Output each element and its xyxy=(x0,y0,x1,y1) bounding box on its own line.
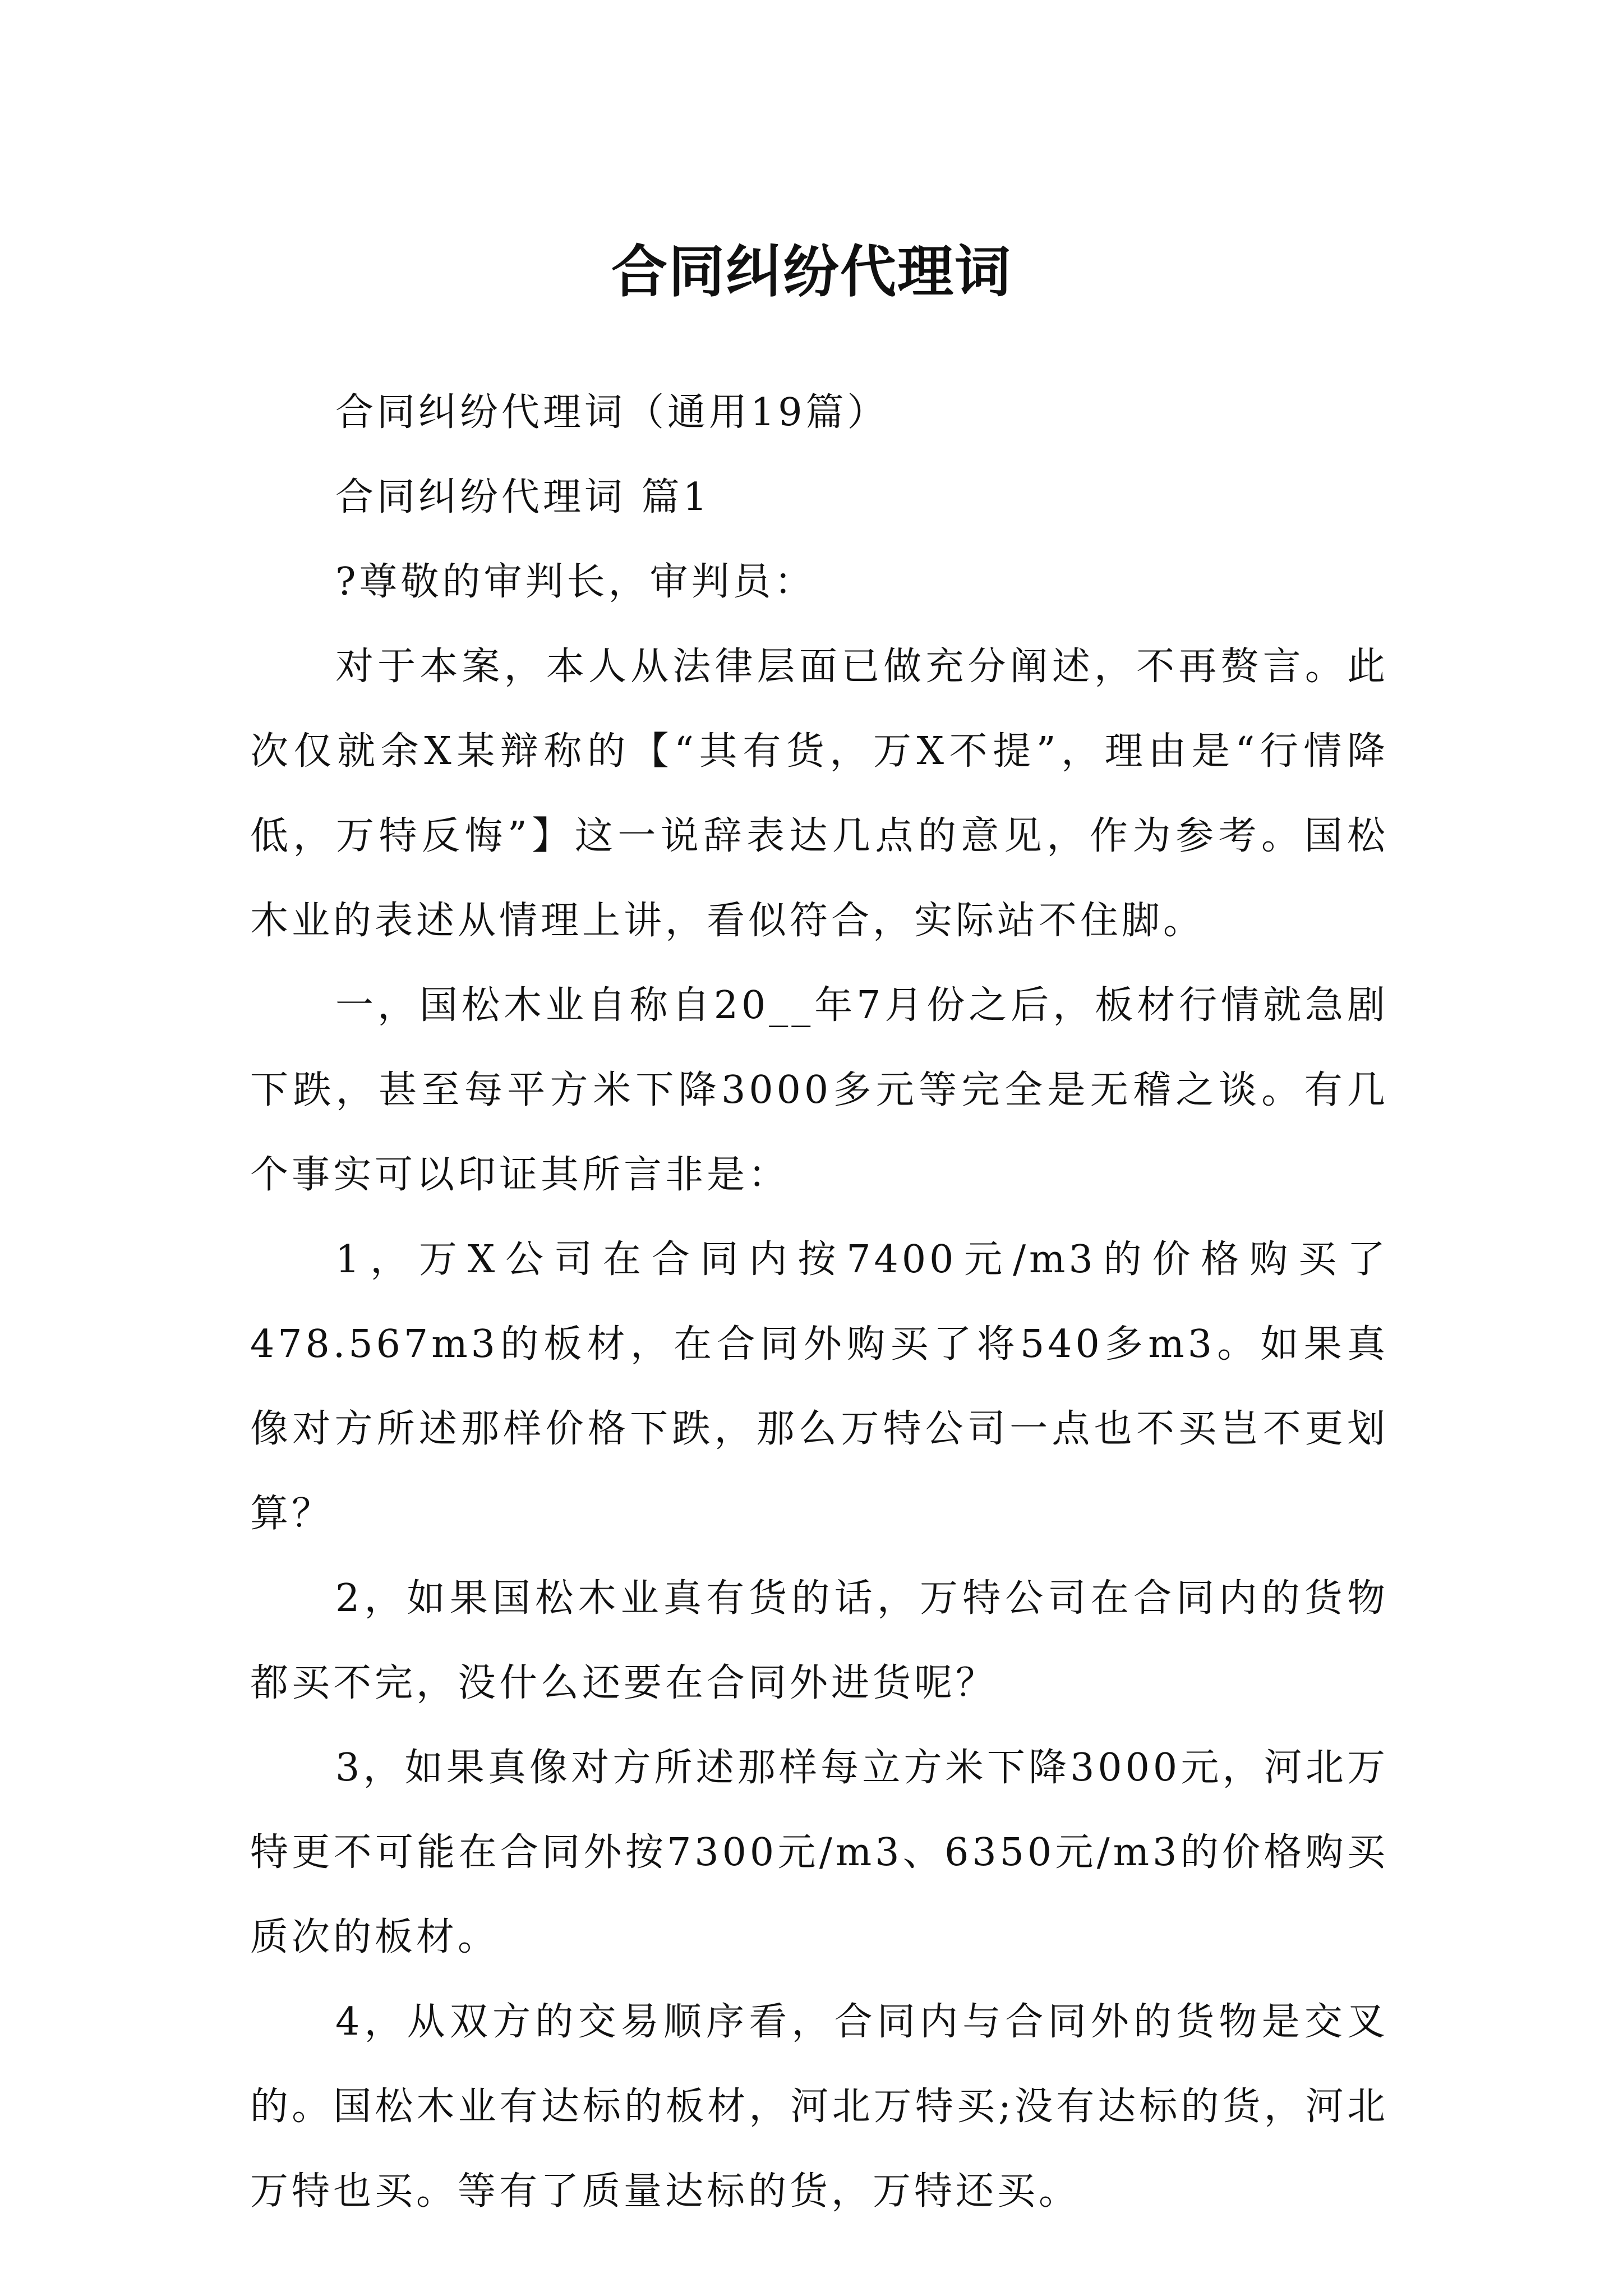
document-body xyxy=(250,370,1389,2234)
paragraph-fact-1: 1，万X公司在合同内按7400元/m3的价格购买了478.567m3的板材，在合同外购买了将540多m3。如果真像对方所述那样价格下跌，那么万特公司一点也不买岂不更划算？ xyxy=(250,1237,1389,1536)
document-title: 合同纠纷代理词 xyxy=(611,239,1012,305)
paragraph-salutation: ?尊敬的审判长，审判员： xyxy=(335,560,816,604)
paragraph-section-heading: 合同纠纷代理词 篇1 xyxy=(335,475,711,519)
paragraph-fact-3: 3，如果真像对方所述那样每立方米下降3000元，河北万特更不可能在合同外按7300元/m3、6350元/m3的价格购买质次的板材。 xyxy=(250,1746,1389,1959)
paragraph-fact-2: 2，如果国松木业真有货的话，万特公司在合同内的货物都买不完，没什么还要在合同外进货呢？ xyxy=(250,1576,1389,1705)
paragraph-point-one: 一，国松木业自称自20__年7月份之后，板材行情就急剧下跌，甚至每平方米下降3000多元等完全是无稽之谈。有几个事实可以印证其所言非是： xyxy=(250,983,1389,1197)
paragraph-intro: 对于本案，本人从法律层面已做充分阐述，不再赘言。此次仅就余X某辩称的【“其有货，万X不提”，理由是“行情降低，万特反悔”】这一说辞表达几点的意见，作为参考。国松木业的表述从情理上讲，看似符合，实际站不住脚。 xyxy=(250,645,1389,943)
paragraph-fact-4: 4，从双方的交易顺序看，合同内与合同外的货物是交叉的。国松木业有达标的板材，河北万特买;没有达标的货，河北万特也买。等有了质量达标的货，万特还买。 xyxy=(250,2000,1389,2214)
paragraph-subtitle: 合同纠纷代理词（通用19篇） xyxy=(335,390,889,435)
